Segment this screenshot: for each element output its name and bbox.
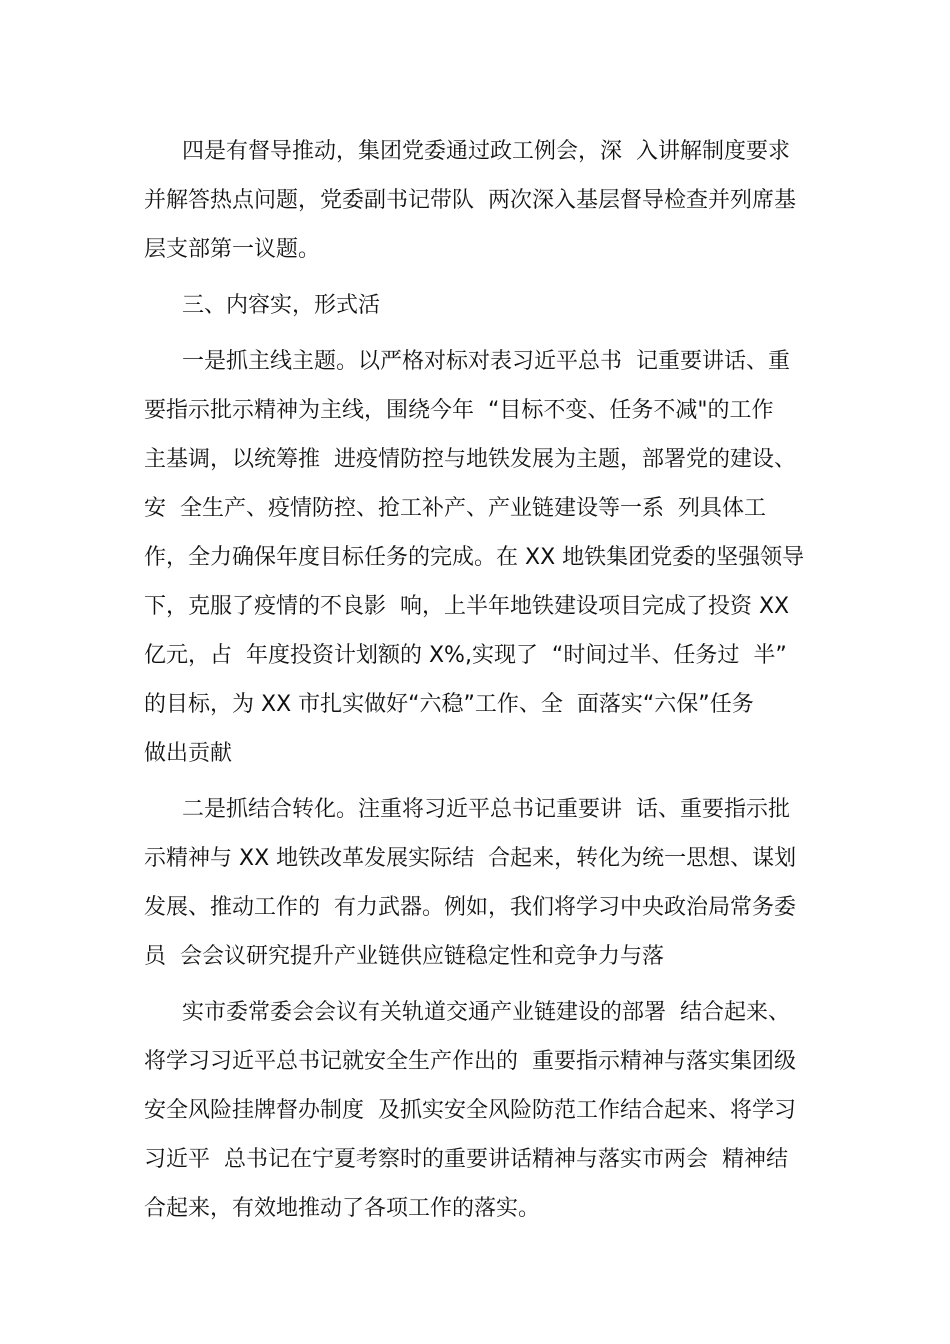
text-line: 安全风险挂牌督办制度 及抓实安全风险防范工作结合起来、将学习 xyxy=(144,1098,796,1123)
text-line: 作，全力确保年度目标任务的完成。在 XX 地铁集团党委的坚强领导 xyxy=(144,545,805,570)
text-line: 四是有督导推动，集团党委通过政工例会，深 入讲解制度要求 xyxy=(182,139,790,164)
paragraph-implementation xyxy=(144,988,808,1233)
text-line: 示精神与 XX 地铁改革发展实际结 合起来，转化为统一思想、谋划 xyxy=(144,846,797,871)
text-line: 的目标，为 XX 市扎实做好“六稳”工作、全 面落实“六保”任务 xyxy=(144,692,754,717)
paragraph-integration xyxy=(144,785,808,981)
text-line: 亿元，占 年度投资计划额的 X%,实现了 “时间过半、任务过 半” xyxy=(144,643,787,668)
paragraph-main-theme xyxy=(144,337,808,778)
text-line: 层支部第一议题。 xyxy=(144,237,321,262)
text-line: 安 全生产、疫情防控、抢工补产、产业链建设等一系 列具体工 xyxy=(144,496,766,521)
text-line: 一是抓主线主题。以严格对标对表习近平总书 记重要讲话、重 xyxy=(182,349,790,374)
text-line: 实市委常委会会议有关轨道交通产业链建设的部署 结合起来、 xyxy=(182,1000,790,1025)
paragraph-supervision xyxy=(144,127,808,274)
text-line: 发展、推动工作的 有力武器。例如，我们将学习中央政治局常务委 xyxy=(144,895,796,920)
text-line: 下，克服了疫情的不良影 响，上半年地铁建设项目完成了投资 XX xyxy=(144,594,790,619)
text-line: 要指示批示精神为主线，围绕今年 “目标不变、任务不减"的工作 xyxy=(144,398,774,423)
text-line: 合起来，有效地推动了各项工作的落实。 xyxy=(144,1196,541,1221)
text-line: 员 会会议研究提升产业链供应链稳定性和竞争力与落 xyxy=(144,944,664,969)
text-line: 并解答热点问题，党委副书记带队 两次深入基层督导检查并列席基 xyxy=(144,188,796,213)
document-body xyxy=(144,127,808,1233)
text-line: 主基调，以统筹推 进疫情防控与地铁发展为主题，部署党的建设、 xyxy=(144,447,796,472)
text-line: 习近平 总书记在宁夏考察时的重要讲话精神与落实市两会 精神结 xyxy=(144,1147,788,1172)
section-heading: 三、内容实，形式活 xyxy=(182,293,381,318)
text-line: 将学习习近平总书记就安全生产作出的 重要指示精神与落实集团级 xyxy=(144,1049,796,1074)
text-line: 做出贡献 xyxy=(144,741,233,766)
text-line: 二是抓结合转化。注重将习近平总书记重要讲 话、重要指示批 xyxy=(182,797,790,822)
